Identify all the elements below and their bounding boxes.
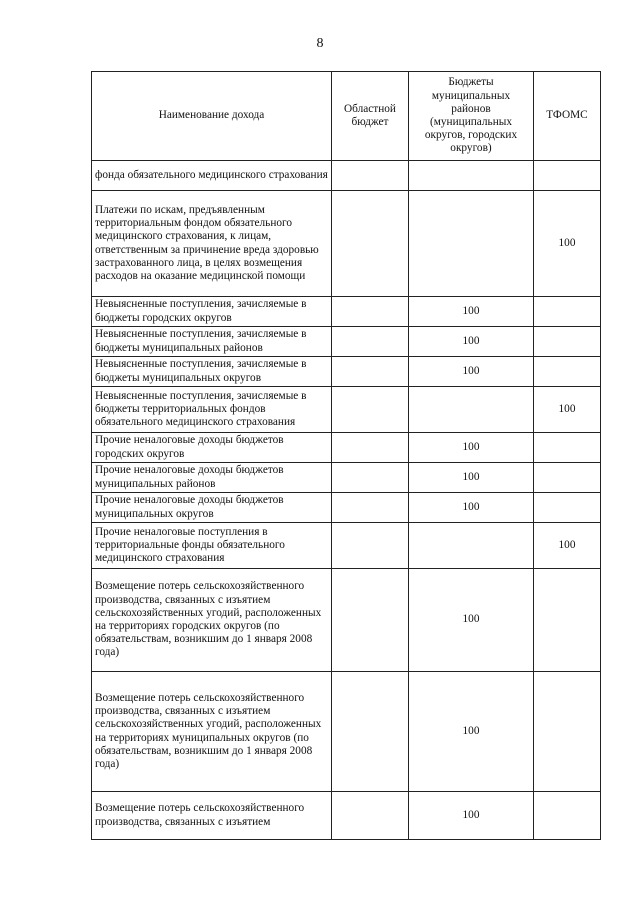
table-row xyxy=(92,463,601,493)
table-row xyxy=(92,161,601,191)
municipal-cell: 100 xyxy=(409,433,534,463)
header-income-name: Наименование дохода xyxy=(92,72,332,161)
municipal-cell xyxy=(409,191,534,297)
regional-cell xyxy=(332,433,409,463)
tfoms-cell xyxy=(534,297,601,327)
income-table xyxy=(91,71,601,840)
tfoms-cell xyxy=(534,357,601,387)
regional-cell xyxy=(332,297,409,327)
page-number: 8 xyxy=(316,36,324,51)
table-header-row xyxy=(92,72,601,161)
income-name-cell: Прочие неналоговые поступления в территориальные фонды обязательного медицинского страхования xyxy=(92,523,332,569)
municipal-cell xyxy=(409,387,534,433)
header-tfoms: ТФОМС xyxy=(534,72,601,161)
table-row xyxy=(92,327,601,357)
table-row xyxy=(92,191,601,297)
regional-cell xyxy=(332,792,409,840)
tfoms-cell xyxy=(534,161,601,191)
income-name-cell: Прочие неналоговые доходы бюджетов городских округов xyxy=(92,433,332,463)
tfoms-cell: 100 xyxy=(534,523,601,569)
regional-cell xyxy=(332,191,409,297)
tfoms-cell: 100 xyxy=(534,387,601,433)
tfoms-cell xyxy=(534,433,601,463)
income-name-cell: Невыясненные поступления, зачисляемые в бюджеты городских округов xyxy=(92,297,332,327)
regional-cell xyxy=(332,387,409,433)
income-name-cell: Возмещение потерь сельскохозяйственного производства, связанных с изъятием xyxy=(92,792,332,840)
tfoms-cell xyxy=(534,327,601,357)
tfoms-cell xyxy=(534,672,601,792)
income-name-cell: Прочие неналоговые доходы бюджетов муниципальных районов xyxy=(92,463,332,493)
table-row xyxy=(92,569,601,672)
municipal-cell: 100 xyxy=(409,672,534,792)
income-name-cell: Невыясненные поступления, зачисляемые в бюджеты муниципальных округов xyxy=(92,357,332,387)
regional-cell xyxy=(332,327,409,357)
header-municipal-budgets: Бюджеты муниципальных районов (муниципальных округов, городских округов) xyxy=(409,72,534,161)
income-name-cell: Невыясненные поступления, зачисляемые в бюджеты муниципальных районов xyxy=(92,327,332,357)
municipal-cell: 100 xyxy=(409,569,534,672)
municipal-cell: 100 xyxy=(409,792,534,840)
income-name-cell: Возмещение потерь сельскохозяйственного производства, связанных с изъятием сельскохозяйственных угодий, расположенных на территориях городских округов (по обязательствам, возникшим до 1 января 2008 года) xyxy=(92,569,332,672)
regional-cell xyxy=(332,569,409,672)
municipal-cell xyxy=(409,161,534,191)
tfoms-cell xyxy=(534,569,601,672)
tfoms-cell: 100 xyxy=(534,191,601,297)
header-regional-budget: Областной бюджет xyxy=(332,72,409,161)
tfoms-cell xyxy=(534,493,601,523)
table-row xyxy=(92,433,601,463)
income-name-cell: Невыясненные поступления, зачисляемые в бюджеты территориальных фондов обязательного медицинского страхования xyxy=(92,387,332,433)
income-name-cell: фонда обязательного медицинского страхования xyxy=(92,161,332,191)
regional-cell xyxy=(332,523,409,569)
table-row xyxy=(92,792,601,840)
regional-cell xyxy=(332,493,409,523)
table-row xyxy=(92,387,601,433)
regional-cell xyxy=(332,161,409,191)
table-row xyxy=(92,523,601,569)
table-row xyxy=(92,357,601,387)
regional-cell xyxy=(332,357,409,387)
municipal-cell: 100 xyxy=(409,493,534,523)
table-row xyxy=(92,297,601,327)
regional-cell xyxy=(332,672,409,792)
income-name-cell: Возмещение потерь сельскохозяйственного производства, связанных с изъятием сельскохозяйственных угодий, расположенных на территориях муниципальных округов (по обязательствам, возникшим до 1 января 2008 года) xyxy=(92,672,332,792)
table-row xyxy=(92,672,601,792)
income-name-cell: Платежи по искам, предъявленным территориальным фондом обязательного медицинского страхования, к лицам, ответственным за причинение вреда здоровью застрахованного лица, в целях возмещения расходов на оказание медицинской помощи xyxy=(92,191,332,297)
municipal-cell xyxy=(409,523,534,569)
municipal-cell: 100 xyxy=(409,327,534,357)
municipal-cell: 100 xyxy=(409,357,534,387)
regional-cell xyxy=(332,463,409,493)
table-row xyxy=(92,493,601,523)
income-name-cell: Прочие неналоговые доходы бюджетов муниципальных округов xyxy=(92,493,332,523)
tfoms-cell xyxy=(534,463,601,493)
municipal-cell: 100 xyxy=(409,463,534,493)
tfoms-cell xyxy=(534,792,601,840)
municipal-cell: 100 xyxy=(409,297,534,327)
